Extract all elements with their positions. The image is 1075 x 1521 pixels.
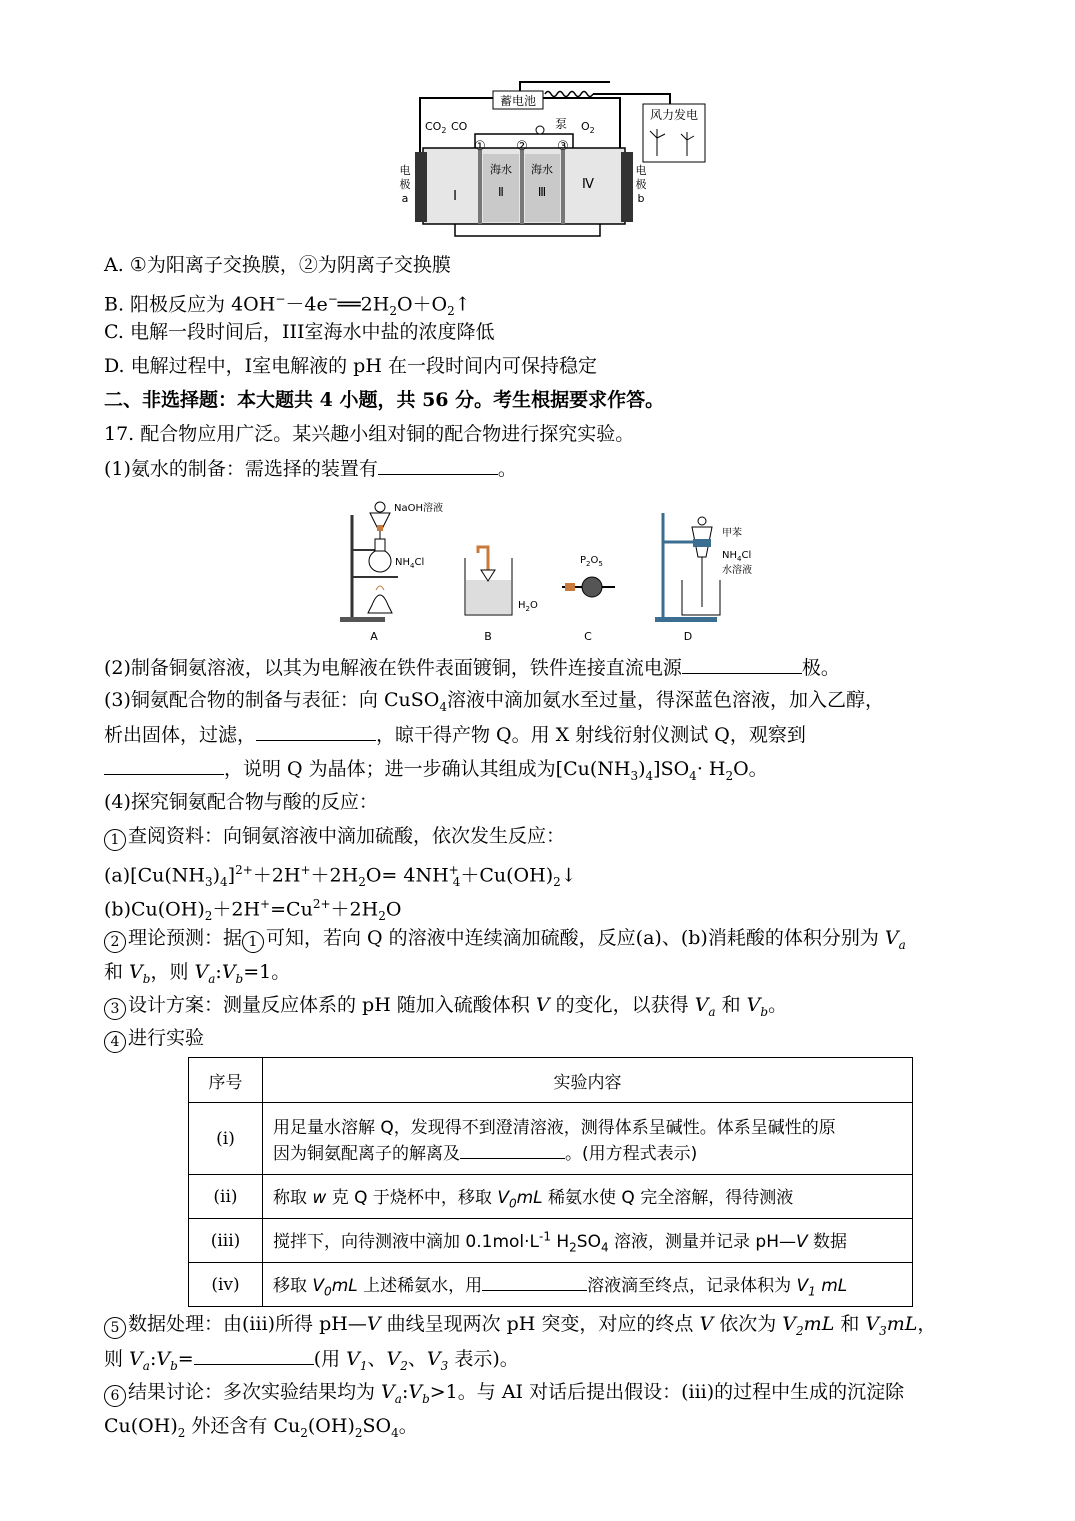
option-a: A. ①为阳离子交换膜，②为阴离子交换膜 [104, 254, 451, 276]
svg-text:①: ① [474, 139, 486, 154]
svg-text:P2O5: $P_2O_5$ [580, 555, 603, 568]
answer-blank[interactable] [194, 1344, 314, 1365]
header-content: 实验内容 [263, 1058, 913, 1103]
step-5-cont: 则 $V_a:V_b=$ (用 $V_1$、$V_2$、$V_3$ 表示)。 [104, 1344, 1005, 1380]
experiment-table [188, 1057, 913, 1307]
reaction-b: $(b)Cu(OH)_2+2H^+=Cu^{2+}+2H_2O$ [104, 897, 402, 924]
question-17-4: (4)探究铜氨配合物与酸的反应： [104, 791, 378, 813]
header-no: 序号 [189, 1058, 263, 1103]
svg-text:③: ③ [557, 139, 569, 154]
step-3: 3 设计方案：测量反应体系的 pH 随加入硫酸体积 V 的变化，以获得 $V_a$ 和 $V_b$。 [104, 991, 1005, 1026]
svg-text:极: 极 [399, 178, 411, 191]
svg-text:Ⅰ: Ⅰ [453, 189, 457, 204]
question-17: 17. 配合物应用广泛。某兴趣小组对铜的配合物进行探究实验。 [104, 423, 635, 445]
table-header-row [189, 1058, 913, 1103]
question-17-3-line2: 析出固体，过滤， ，晾干得产物 Q。用 X 射线衍射仪测试 Q，观察到 [104, 720, 1005, 749]
svg-text:甲苯: 甲苯 [722, 528, 742, 539]
table-row [189, 1219, 913, 1263]
question-17-3-line1: (3)铜氨配合物的制备与表征：向 CuSO$_4$溶液中滴加氨水至过量，得深蓝色溶液，加入乙醇， [104, 689, 884, 714]
svg-text:电: 电 [399, 164, 411, 177]
svg-text:NaOH溶液: NaOH溶液 [394, 503, 443, 514]
row-content: 用足量水溶解 Q，发现得不到澄清溶液，测得体系呈碱性。体系呈碱性的原 因为铜氨配离子的解离及 。(用方程式表示) [263, 1103, 913, 1175]
svg-text:Ⅳ: Ⅳ [582, 177, 594, 192]
option-c: C. 电解一段时间后，III室海水中盐的浓度降低 [104, 321, 495, 343]
svg-text:B: B [484, 630, 492, 643]
svg-text:C: C [584, 630, 592, 643]
row-number: (iii) [189, 1219, 263, 1263]
step-2: 2 理论预测：据 1 可知，若向 Q 的溶液中连续滴加硫酸，反应(a)、(b)消耗酸的体积分别为 $V_a$ [104, 924, 1005, 959]
apparatus-b [465, 547, 538, 643]
svg-text:CO: CO [451, 120, 468, 133]
table-row [189, 1263, 913, 1307]
svg-text:a: a [401, 192, 409, 205]
section-heading: 二、非选择题：本大题共 4 小题，共 56 分。考生根据要求作答。 [104, 389, 665, 411]
wind-label: 风力发电 [649, 108, 699, 122]
step-6-cont: $Cu(OH)_2$ 外还含有 $Cu_2(OH)_2SO_4$。 [104, 1415, 418, 1440]
svg-text:电: 电 [635, 164, 647, 177]
row-content: 搅拌下，向待测液中滴加 $0.1mol\cdot L^{-1}$ $H_2SO_4$ 溶液，测量并记录 pH—V 数据 [263, 1219, 913, 1263]
svg-text:海水: 海水 [531, 163, 553, 176]
svg-text:Ⅲ: Ⅲ [537, 185, 547, 199]
question-17-3-line3: ，说明 Q 为晶体；进一步确认其组成为$[Cu(NH_3)_4]SO_4\cdot H_2O$。 [104, 754, 1005, 790]
reaction-a: $(a)[Cu(NH_3)_4]^{2+}+2H^++2H_2O=$ $4NH^+_4+Cu(OH)_2↓$ [104, 863, 577, 890]
apparatus-a [340, 501, 443, 643]
step-5: 5 数据处理：由(iii)所得 pH—V 曲线呈现两次 pH 突变，对应的终点 V 依次为 $V_2mL$ 和 $V_3mL$， [104, 1310, 1005, 1345]
option-b: B. 阳极反应为 $4OH^--4e^-══2H_2O+O_2↑$ [104, 292, 471, 319]
svg-text:海水: 海水 [490, 163, 512, 176]
svg-text:O2: $O_2$ [581, 120, 595, 135]
svg-text:A: A [370, 630, 378, 643]
svg-text:D: D [683, 630, 693, 643]
step-6: 6 结果讨论：多次实验结果均为 $V_a:V_b>1$。与 AI 对话后提出假设：(iii)的过程中生成的沉淀除 [104, 1378, 1005, 1413]
svg-text:NH4Cl: $NH_4Cl$ [722, 550, 752, 563]
row-number: (i) [189, 1103, 263, 1175]
answer-blank[interactable] [682, 653, 802, 674]
row-content: 移取 $V_0mL$ 上述稀氨水，用 溶液滴至终点，记录体积为 $V_1$ mL [263, 1263, 913, 1307]
step-2-cont: 和 $V_b$，则 $V_a:V_b=1$。 [104, 961, 291, 986]
table-row [189, 1175, 913, 1219]
question-17-1: (1)氨水的制备：需选择的装置有 。 [104, 454, 1005, 483]
svg-text:b: b [637, 192, 645, 205]
svg-text:水溶液: 水溶液 [722, 565, 752, 576]
step-1: 1 查阅资料：向铜氨溶液中滴加硫酸，依次发生反应： [104, 822, 1005, 851]
pump-label: 泵 [555, 117, 568, 131]
electrolysis-figure [395, 76, 715, 241]
answer-blank[interactable] [482, 1270, 587, 1291]
answer-blank[interactable] [256, 720, 376, 741]
table-row [189, 1103, 913, 1175]
answer-blank[interactable] [460, 1138, 565, 1159]
svg-text:NH4Cl: $NH_4Cl$ [395, 557, 425, 570]
row-number: (ii) [189, 1175, 263, 1219]
row-number: (iv) [189, 1263, 263, 1307]
answer-blank[interactable] [104, 754, 224, 775]
row-content: 称取 w 克 Q 于烧杯中，移取 $V_0mL$ 稀氨水使 Q 完全溶解，得待测液 [263, 1175, 913, 1219]
battery-label: 蓄电池 [499, 94, 537, 108]
apparatus-figure [330, 495, 770, 650]
apparatus-d [655, 513, 752, 643]
option-d: D. 电解过程中，I室电解液的 pH 在一段时间内可保持稳定 [104, 355, 597, 377]
question-17-2: (2)制备铜氨溶液，以其为电解液在铁件表面镀铜，铁件连接直流电源 极。 [104, 653, 1005, 682]
step-4: 4 进行实验 [104, 1024, 1005, 1053]
answer-blank[interactable] [378, 454, 498, 475]
svg-text:H2O: $H_2O$ [518, 600, 538, 613]
svg-text:Ⅱ: Ⅱ [498, 185, 504, 199]
svg-text:极: 极 [635, 178, 647, 191]
svg-text:②: ② [516, 139, 528, 154]
apparatus-c [562, 555, 615, 643]
svg-text:CO2: $CO_2$ [425, 120, 447, 135]
